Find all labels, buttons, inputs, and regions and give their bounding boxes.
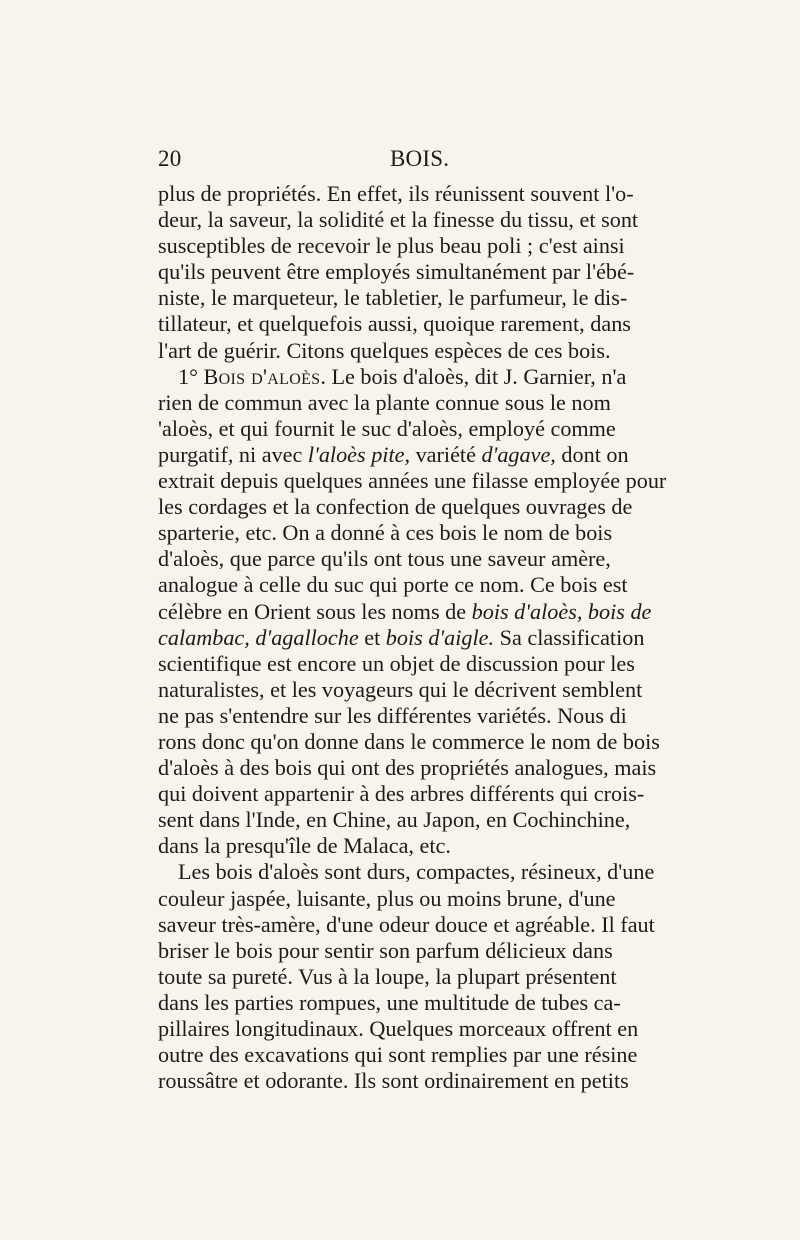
text-line [158,599,672,625]
section-heading-line [158,364,672,390]
text-fragment: variété [410,441,482,467]
italic-term: l'aloès pite, [307,441,411,467]
text-line: dans les parties rompues, une multitude de tubes ca- [158,989,621,1015]
text-line: l'art de guérir. Citons quelques espèces de ces bois. [158,337,611,363]
text-line: sent dans l'Inde, en Chine, au Japon, en Cochinchine, [158,807,631,833]
body-text [158,181,672,1094]
text-line: analogue à celle du suc qui porte ce nom. Ce bois est [158,572,628,598]
text-line: susceptibles de recevoir le plus beau poli ; c'est ainsi [158,233,625,259]
text-line: couleur jaspée, luisante, plus ou moins brune, d'une [158,885,616,911]
text-line: extrait depuis quelques années une filasse employée pour [158,468,667,494]
italic-term: d'agave, [481,441,556,467]
page-header [158,142,672,176]
italic-term: calambac, d'agalloche [158,624,359,650]
text-line: dans la presqu'île de Malaca, etc. [158,833,451,859]
text-line: rons donc qu'on donne dans le commerce le nom de bois [158,728,660,754]
text-line: qu'ils peuvent être employés simultanément par l'ébé- [158,259,635,285]
running-title: BOIS. [390,146,450,171]
paragraph-start-line: Les bois d'aloès sont durs, compactes, résineux, d'une [178,859,655,885]
text-line: saveur très-amère, d'une odeur douce et agréable. Il faut [158,911,655,937]
text-line: les cordages et la confection de quelques ouvrages de [158,494,633,520]
text-line: sparterie, etc. On a donné à ces bois le nom de bois [158,520,613,546]
text-line: 'aloès, et qui fournit le suc d'aloès, employé comme [158,415,616,441]
list-number: 1° [178,363,204,389]
text-line: d'aloès, que parce qu'ils ont tous une saveur amère, [158,546,611,572]
text-line: tillateur, et quelquefois aussi, quoique rarement, dans [158,311,631,337]
italic-term: bois d'aigle. [385,624,495,650]
text-line: briser le bois pour sentir son parfum délicieux dans [158,937,613,963]
text-line [158,625,672,651]
text-line: toute sa pureté. Vus à la loupe, la plupart présentent [158,963,617,989]
text-fragment: célèbre en Orient sous les noms de [158,598,472,624]
text-line: qui doivent appartenir à des arbres différents qui crois- [158,781,645,807]
section-heading: Bois d'aloès [203,363,321,389]
text-line: outre des excavations qui sont remplies par une résine [158,1042,638,1068]
text-fragment: purgatif, ni avec [158,441,308,467]
text-line: scientifique est encore un objet de discussion pour les [158,650,635,676]
page-number: 20 [158,146,182,171]
text-line: plus de propriétés. En effet, ils réunissent souvent l'o- [158,181,634,206]
text-line: naturalistes, et les voyageurs qui le décrivent semblent [158,676,643,702]
text-line: roussâtre et odorante. Ils sont ordinairement en petits [158,1068,629,1094]
text-line: rien de commun avec la plante connue sous le nom [158,389,611,415]
text-line: ne pas s'entendre sur les différentes variétés. Nous di [158,702,627,728]
text-fragment: dont on [555,441,629,467]
text-fragment: . Le bois d'aloès, dit J. Garnier, n'a [320,363,627,389]
text-line: d'aloès à des bois qui ont des propriétés analogues, mais [158,755,657,781]
text-line: deur, la saveur, la solidité et la finesse du tissu, et sont [158,207,639,233]
text-line: niste, le marqueteur, le tabletier, le parfumeur, le dis- [158,285,628,311]
text-fragment: et [358,624,386,650]
text-line: pillaires longitudinaux. Quelques morceaux offrent en [158,1016,639,1041]
text-fragment: Sa classification [494,624,645,650]
text-line [158,442,672,468]
italic-term: bois d'aloès, bois de [471,598,652,624]
